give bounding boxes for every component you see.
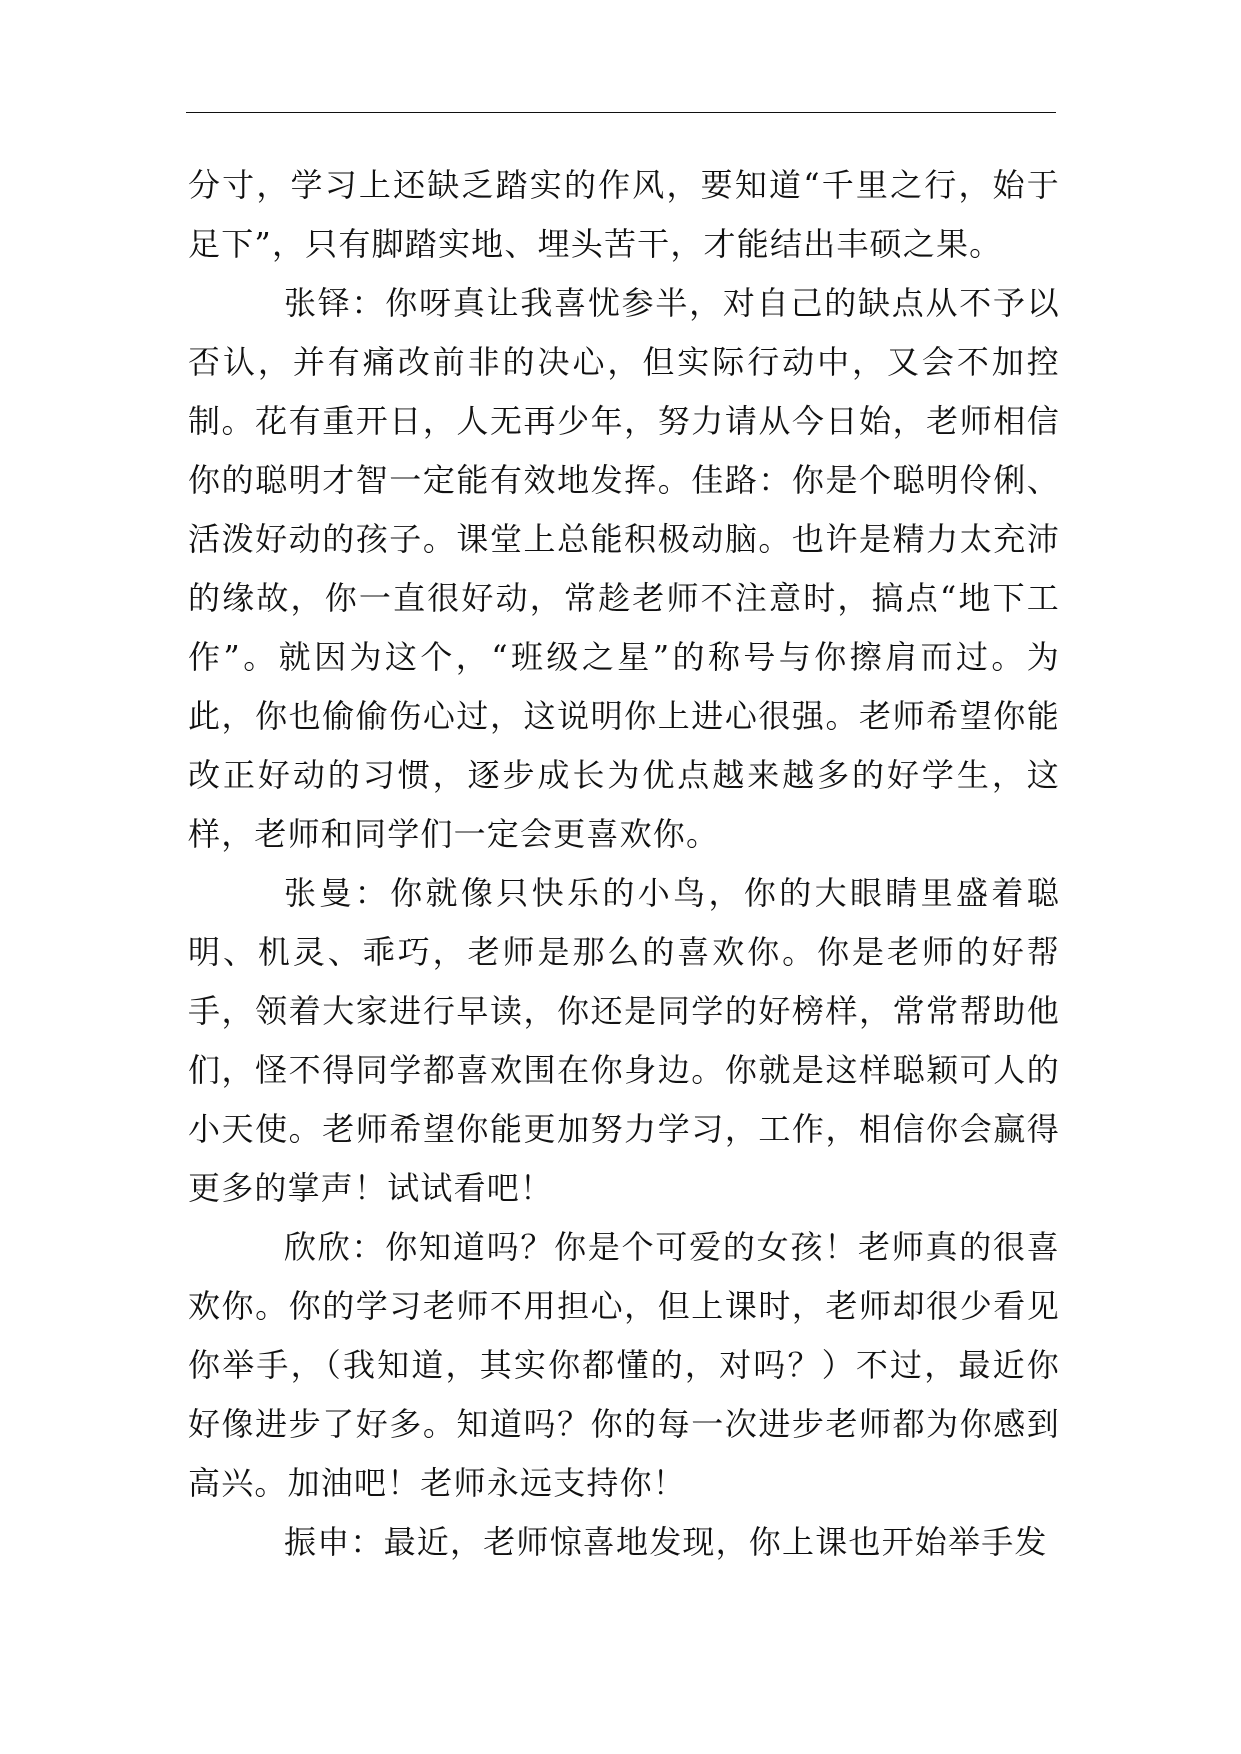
paragraph-zhang-man: 张曼：你就像只快乐的小鸟，你的大眼睛里盛着聪明、机灵、乖巧，老师是那么的喜欢你。你是老师的好帮手，领着大家进行早读，你还是同学的好榜样，常常帮助他们，怪不得同学都喜欢围在你身边。你就是这样聪颖可人的小天使。老师希望你能更加努力学习，工作，相信你会赢得更多的掌声！试试看吧！ (188, 874, 1060, 1207)
document-body (188, 156, 1060, 1572)
paragraph-xin-xin: 欣欣：你知道吗？你是个可爱的女孩！老师真的很喜欢你。你的学习老师不用担心，但上课时，老师却很少看见你举手，（我知道，其实你都懂的，对吗？）不过，最近你好像进步了好多。知道吗？你的每一次进步老师都为你感到高兴。加油吧！老师永远支持你！ (188, 1228, 1060, 1502)
paragraph-zhang-duo: 张铎：你呀真让我喜忧参半，对自己的缺点从不予以否认，并有痛改前非的决心，但实际行动中，又会不加控制。花有重开日，人无再少年，努力请从今日始，老师相信你的聪明才智一定能有效地发挥。佳路：你是个聪明伶俐、活泼好动的孩子。课堂上总能积极动脑。也许是精力太充沛的缘故，你一直很好动，常趁老师不注意时，搞点“地下工作”。就因为这个，“班级之星”的称号与你擦肩而过。为此，你也偷偷伤心过，这说明你上进心很强。老师希望你能改正好动的习惯，逐步成长为优点越来越多的好学生，这样，老师和同学们一定会更喜欢你。 (188, 284, 1060, 853)
header-rule (186, 112, 1056, 113)
paragraph-zhen-shen: 振申：最近，老师惊喜地发现，你上课也开始举手发 (284, 1523, 1048, 1561)
paragraph-continuation: 分寸，学习上还缺乏踏实的作风，要知道“千里之行，始于足下”，只有脚踏实地、埋头苦干，才能结出丰硕之果。 (188, 166, 1060, 263)
